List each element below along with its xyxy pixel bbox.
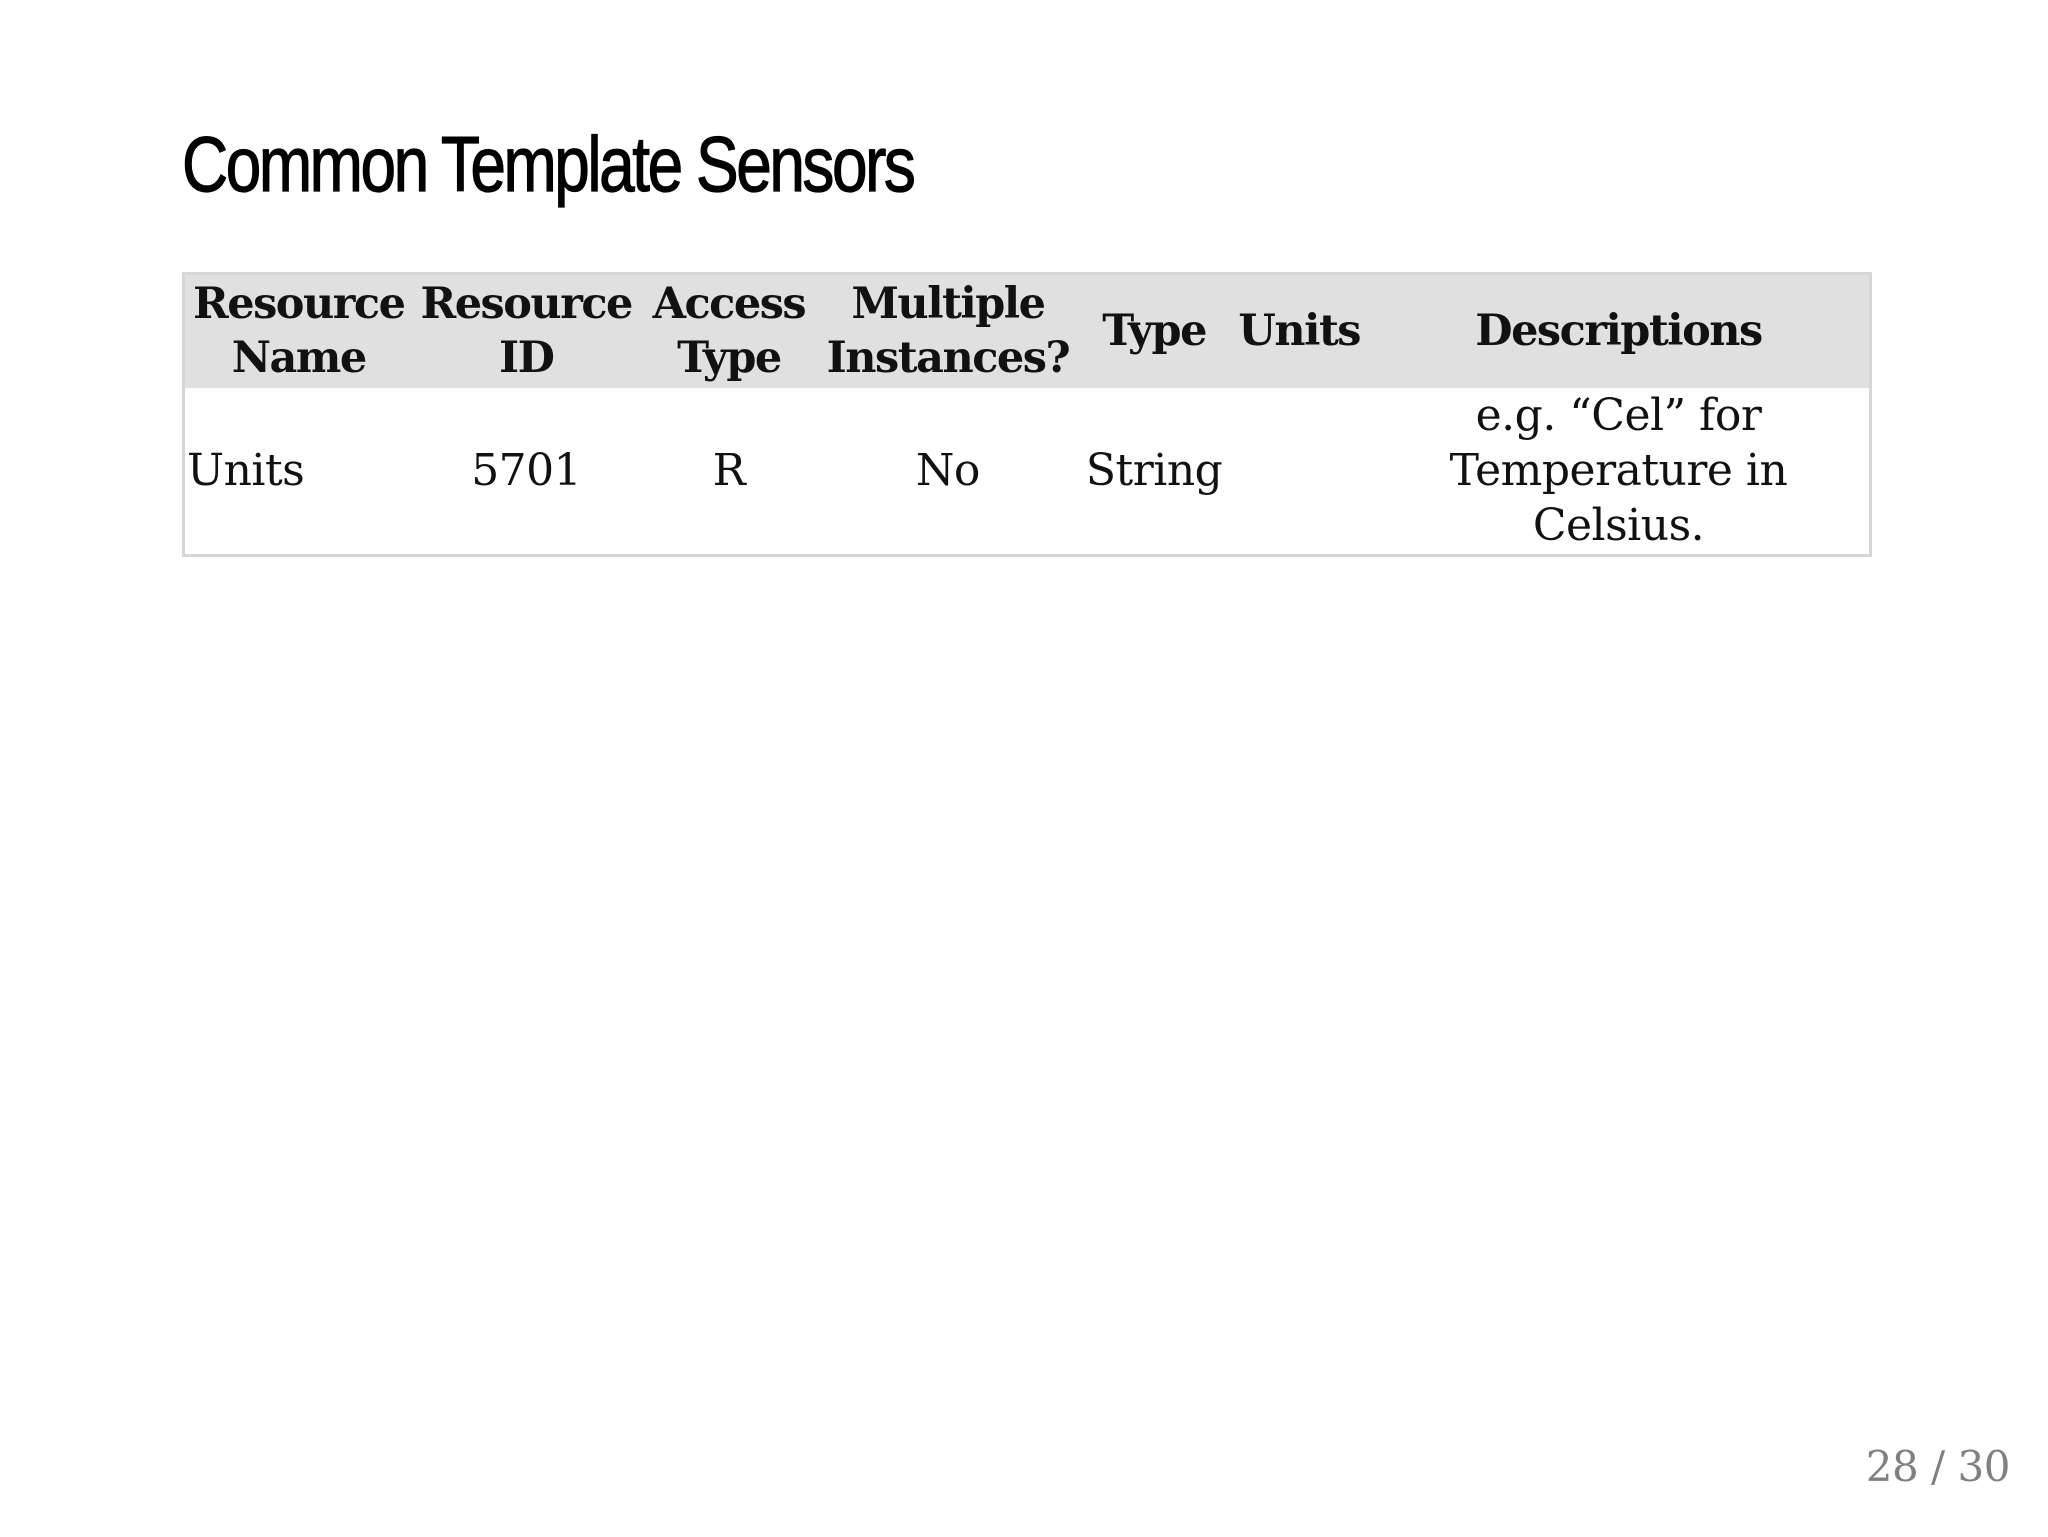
table-header-row (184, 274, 1871, 388)
header-descriptions: Descriptions (1475, 306, 1762, 357)
cell-multiple-instances: No (915, 445, 980, 497)
cell-type: String (1085, 445, 1223, 497)
header-type: Type (1102, 306, 1206, 357)
header-access-type: Access Type (652, 279, 806, 384)
table-body (184, 388, 1871, 556)
page-number: 28 / 30 (1865, 1442, 2010, 1491)
slide-title: Common Template Sensors (182, 120, 914, 208)
header-resource-name: Resource Name (193, 279, 405, 384)
cell-resource-id: 5701 (471, 445, 582, 497)
cell-units (1230, 388, 1368, 556)
header-resource-id: Resource ID (420, 279, 632, 384)
cell-access-type: R (712, 445, 746, 497)
header-units: Units (1238, 306, 1361, 357)
header-multiple-instances: Multiple Instances? (826, 279, 1070, 384)
cell-resource-name: Units (187, 445, 305, 497)
sensor-table (182, 272, 1872, 557)
cell-description: e.g. “Cel” for Temperature in Celsius. (1449, 390, 1788, 552)
table-header (184, 274, 1871, 388)
table-row (184, 388, 1871, 556)
